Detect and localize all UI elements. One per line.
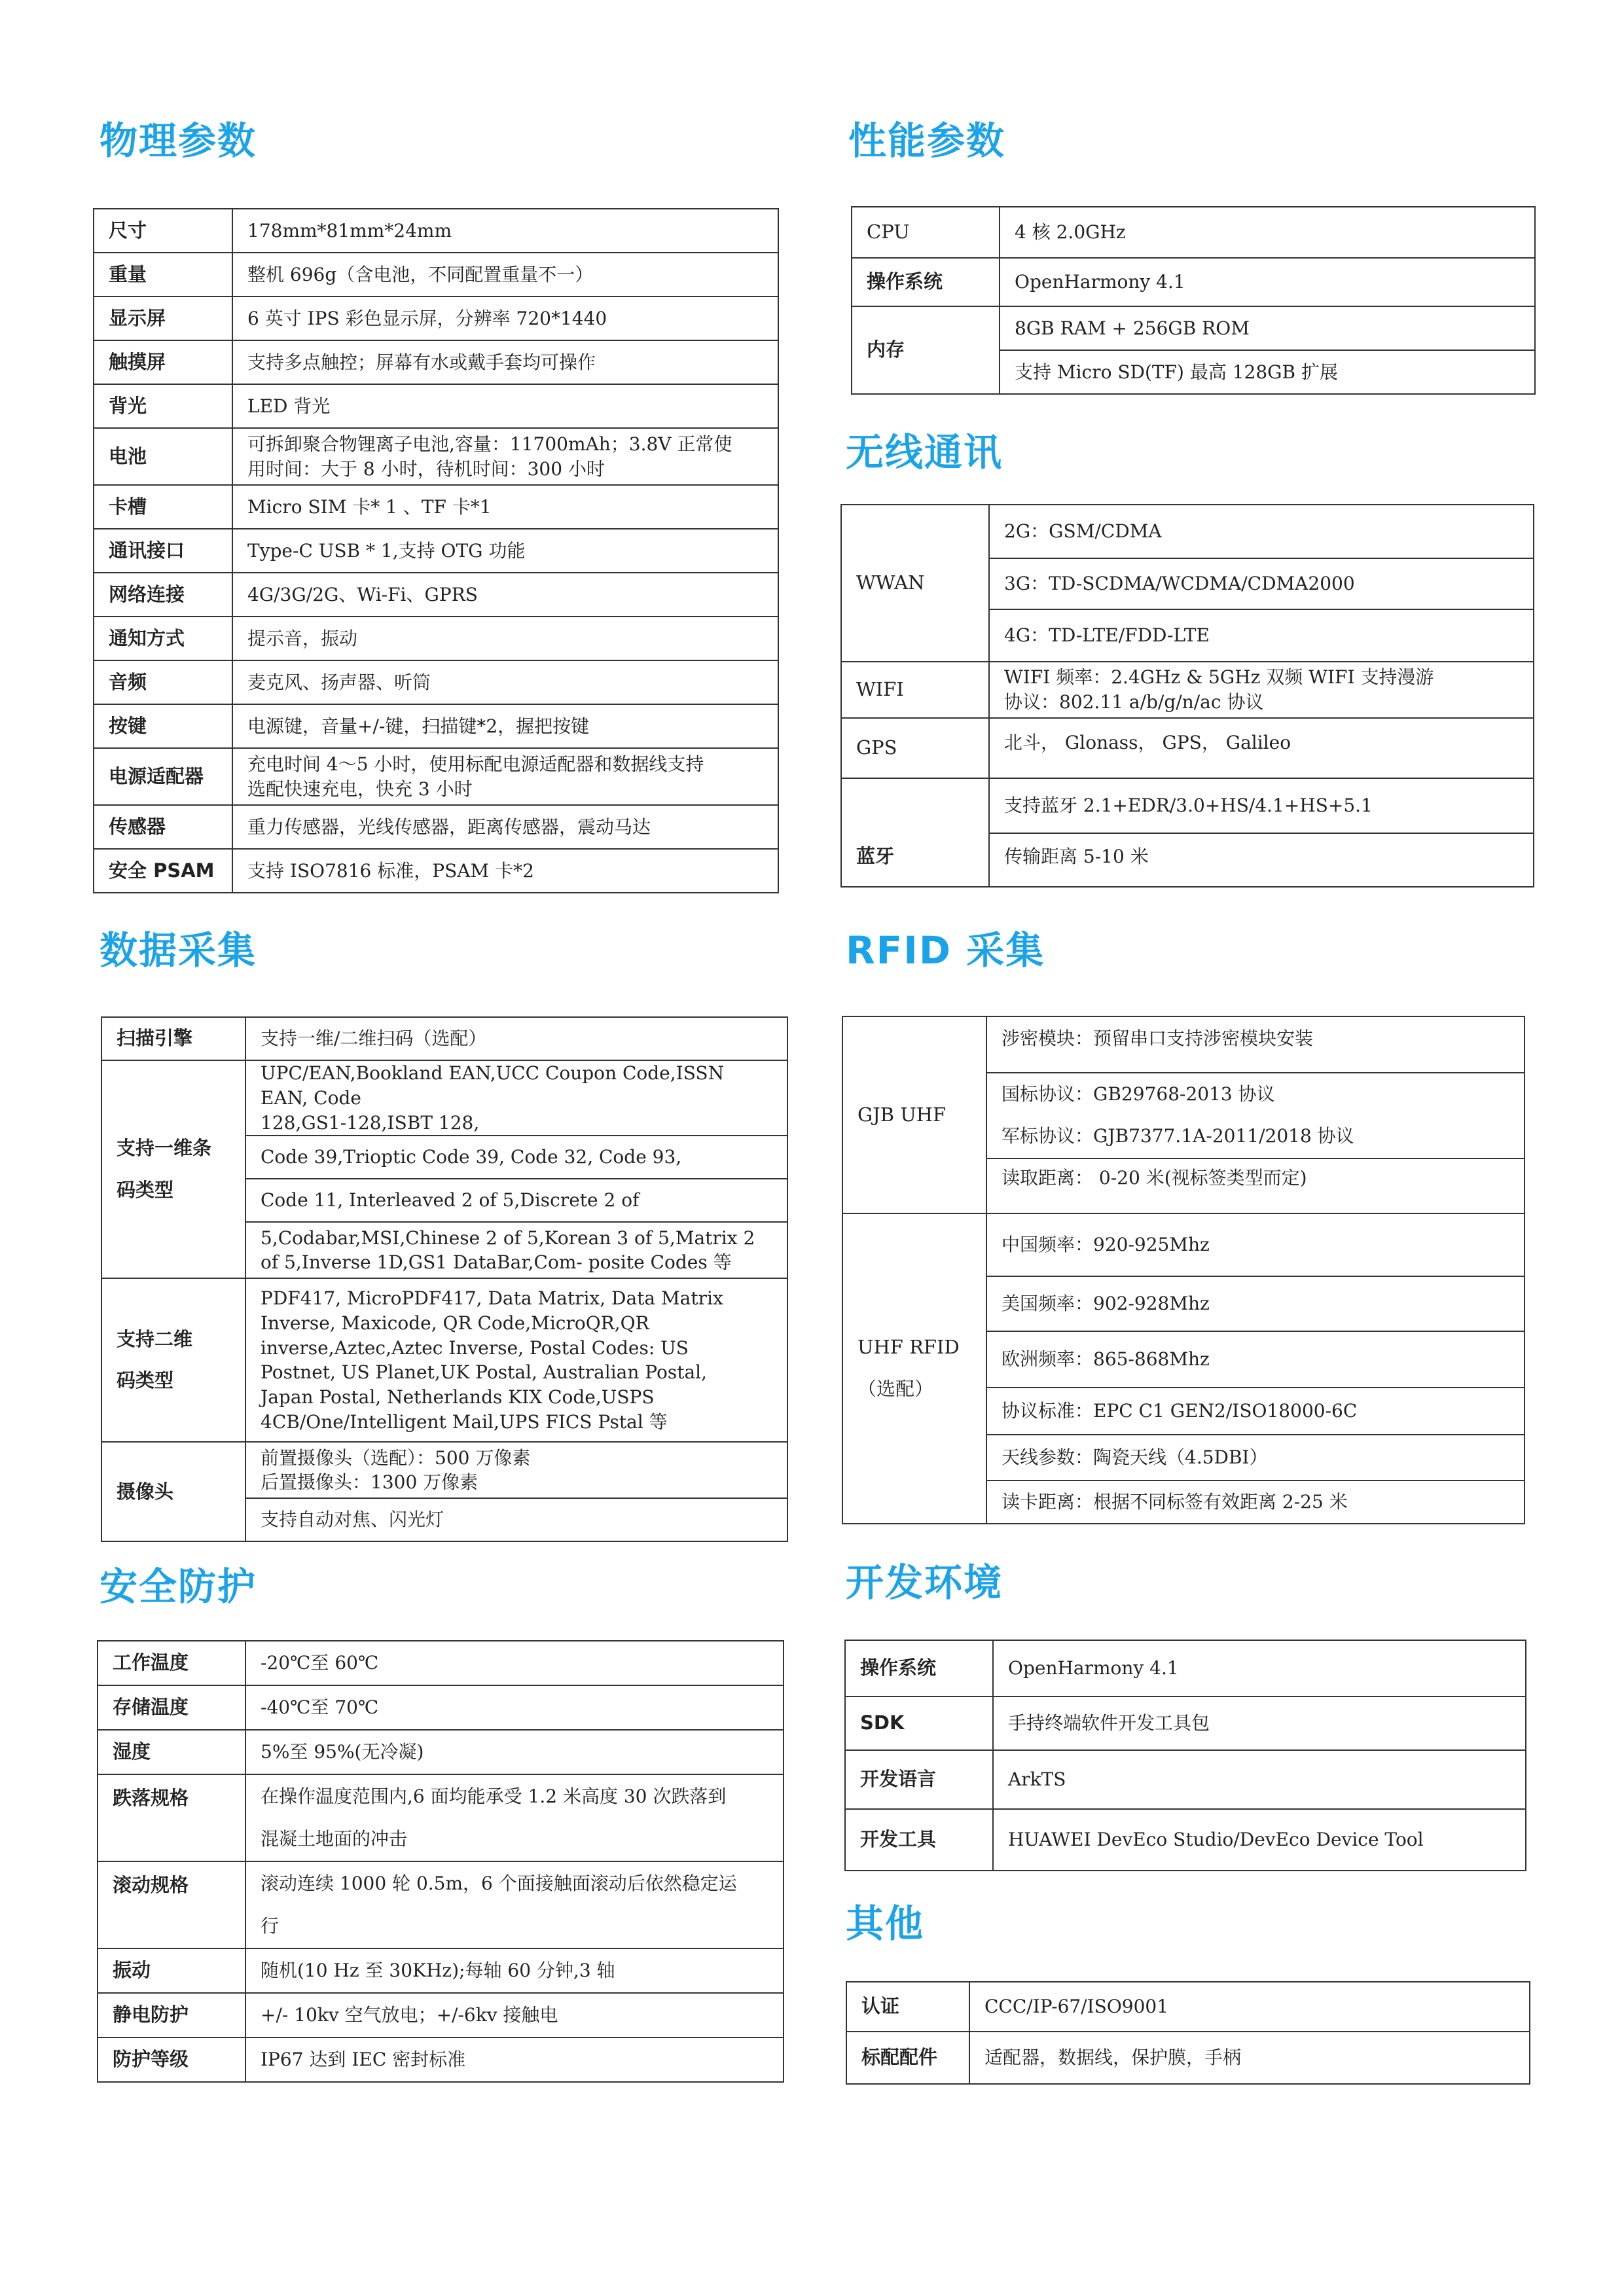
rfid-spec-table (842, 1016, 1525, 1524)
table-row (845, 1640, 1526, 1696)
spec-value: -20℃至 60℃ (245, 1641, 784, 1685)
spec-key: 存储温度 (98, 1685, 245, 1730)
spec-key: 标配配件 (846, 2032, 969, 2084)
spec-value (245, 1861, 784, 1948)
table-row (101, 1060, 787, 1136)
spec-key: 电源适配器 (94, 748, 232, 805)
spec-key: 安全 PSAM (94, 849, 232, 893)
spec-value: HUAWEI DevEco Studio/DevEco Device Tool (993, 1809, 1526, 1871)
spec-value: 3G：TD-SCDMA/WCDMA/CDMA2000 (989, 558, 1534, 609)
spec-value: 8GB RAM + 256GB ROM (1000, 306, 1535, 350)
spec-key: 音频 (94, 660, 232, 704)
spec-key: 内存 (852, 306, 1000, 394)
table-row (101, 1278, 787, 1442)
spec-value: CCC/IP-67/ISO9001 (969, 1982, 1530, 2032)
table-row (94, 340, 778, 384)
spec-value: 支持 Micro SD(TF) 最高 128GB 扩展 (1000, 350, 1535, 394)
table-row (845, 1696, 1526, 1750)
spec-key: 电池 (94, 428, 232, 485)
table-row (94, 748, 778, 805)
table-row (94, 485, 778, 529)
spec-value: 2G：GSM/CDMA (989, 505, 1534, 558)
spec-value: 涉密模块：预留串口支持涉密模块安装 (986, 1016, 1525, 1073)
spec-value: 美国频率：902-928Mhz (986, 1276, 1525, 1331)
spec-value: Code 39,Trioptic Code 39, Code 32, Code 93, (245, 1136, 787, 1179)
table-row (852, 306, 1535, 350)
spec-value-line: 128,GS1-128,ISBT 128, (261, 1111, 480, 1134)
spec-value: Code 11, Interleaved 2 of 5,Discrete 2 of (245, 1179, 787, 1222)
spec-value: 欧洲频率：865-868Mhz (986, 1331, 1525, 1388)
spec-value: 北斗， Glonass， GPS， Galileo (989, 718, 1534, 778)
spec-value-line: 充电时间 4～5 小时，使用标配电源适配器和数据线支持 (247, 753, 704, 775)
spec-value (232, 428, 778, 485)
table-row (98, 1685, 784, 1730)
spec-value: OpenHarmony 4.1 (1000, 258, 1535, 306)
table-row (94, 617, 778, 660)
table-row (98, 2037, 784, 2082)
spec-value: -40℃至 70℃ (245, 1685, 784, 1730)
spec-key: 通讯接口 (94, 529, 232, 573)
spec-value: 178mm*81mm*24mm (232, 209, 778, 253)
spec-value-line: 选配快速充电，快充 3 小时 (247, 778, 473, 800)
spec-value: 读取距离： 0-20 米(视标签类型而定) (986, 1158, 1525, 1213)
spec-value: Type-C USB * 1,支持 OTG 功能 (232, 529, 778, 573)
section-title-physical: 物理参数 (99, 118, 257, 163)
spec-key-line: 支持二维 (117, 1327, 193, 1350)
spec-key-line: 码类型 (117, 1178, 174, 1201)
spec-key: 滚动规格 (98, 1861, 245, 1948)
section-title-rfid: RFID 采集 (846, 928, 1045, 973)
spec-value-line: 行 (261, 1914, 280, 1937)
spec-key: 按键 (94, 704, 232, 748)
spec-key: 背光 (94, 384, 232, 428)
spec-value (245, 1060, 787, 1136)
spec-key: 通知方式 (94, 617, 232, 660)
spec-key-line: 支持一维条 (117, 1136, 212, 1159)
spec-value: 重力传感器，光线传感器，距离传感器，震动马达 (232, 805, 778, 849)
table-row (852, 258, 1535, 306)
spec-value: 4G/3G/2G、Wi-Fi、GPRS (232, 573, 778, 617)
spec-value: ArkTS (993, 1750, 1526, 1809)
table-row (842, 1016, 1525, 1073)
spec-value (245, 1774, 784, 1861)
spec-value-line: 4CB/One/Intelligent Mail,UPS FICS Pstal 等 (261, 1410, 668, 1433)
table-row (94, 573, 778, 617)
spec-value-line: 后置摄像头：1300 万像素 (261, 1471, 478, 1494)
section-title-other: 其他 (846, 1901, 925, 1946)
spec-value (245, 1222, 787, 1278)
wireless-spec-table (840, 504, 1534, 888)
safety-spec-table (97, 1640, 784, 2083)
spec-key: 扫描引擎 (101, 1017, 245, 1060)
table-row (841, 662, 1534, 718)
spec-value-line: WIFI 频率：2.4GHz & 5GHz 双频 WIFI 支持漫游 (1004, 666, 1434, 689)
table-row (101, 1442, 787, 1498)
spec-key: 触摸屏 (94, 340, 232, 384)
spec-key: 开发工具 (845, 1809, 993, 1871)
spec-key (842, 1213, 986, 1524)
spec-value-line: 用时间：大于 8 小时，待机时间：300 小时 (247, 457, 605, 480)
spec-key: 重量 (94, 253, 232, 296)
data-spec-table (101, 1016, 788, 1542)
spec-value: 支持 ISO7816 标准，PSAM 卡*2 (232, 849, 778, 893)
spec-value: 天线参数：陶瓷天线（4.5DBI） (986, 1435, 1525, 1480)
spec-key: 网络连接 (94, 573, 232, 617)
spec-value (245, 1278, 787, 1442)
dev-spec-table (844, 1640, 1526, 1871)
spec-key: GJB UHF (842, 1016, 986, 1213)
spec-key-line: UHF RFID (857, 1335, 960, 1358)
spec-value (245, 1442, 787, 1498)
spec-value: 手持终端软件开发工具包 (993, 1696, 1526, 1750)
table-row (98, 1861, 784, 1948)
spec-value: 支持多点触控；屏幕有水或戴手套均可操作 (232, 340, 778, 384)
table-row (846, 1982, 1530, 2032)
table-row (94, 704, 778, 748)
section-title-safety: 安全防护 (99, 1564, 257, 1609)
spec-value-line: Japan Postal, Netherlands KIX Code,USPS (261, 1386, 655, 1408)
section-title-performance: 性能参数 (848, 118, 1006, 163)
spec-value-line: 混凝土地面的冲击 (261, 1827, 408, 1850)
spec-value: 提示音，振动 (232, 617, 778, 660)
spec-key: WWAN (841, 505, 989, 662)
spec-key (101, 1278, 245, 1442)
spec-value-line: UPC/EAN,Bookland EAN,UCC Coupon Code,ISSN EAN, Code (261, 1062, 725, 1109)
table-row (94, 209, 778, 253)
spec-key: 防护等级 (98, 2037, 245, 2082)
spec-value: 整机 696g（含电池，不同配置重量不一） (232, 253, 778, 296)
spec-key: 摄像头 (101, 1442, 245, 1541)
table-row (94, 849, 778, 893)
spec-key: CPU (852, 207, 1000, 258)
spec-value-line: 滚动连续 1000 轮 0.5m，6 个面接触面滚动后依然稳定运 (261, 1873, 737, 1895)
table-row (94, 428, 778, 485)
table-row (98, 1993, 784, 2037)
spec-key: 蓝牙 (841, 778, 989, 887)
spec-key: 传感器 (94, 805, 232, 849)
spec-key: 操作系统 (852, 258, 1000, 306)
table-row (845, 1809, 1526, 1871)
spec-value-line: Inverse, Maxicode, QR Code,MicroQR,QR (261, 1312, 649, 1334)
spec-value: 读卡距离：根据不同标签有效距离 2-25 米 (986, 1480, 1525, 1524)
spec-value-line: 军标协议：GJB7377.1A-2011/2018 协议 (1001, 1125, 1354, 1147)
table-row (94, 253, 778, 296)
spec-value: 麦克风、扬声器、听筒 (232, 660, 778, 704)
spec-value (989, 662, 1534, 718)
spec-value: Micro SIM 卡* 1 、TF 卡*1 (232, 485, 778, 529)
table-row (842, 1213, 1525, 1276)
table-row (101, 1017, 787, 1060)
spec-key: WIFI (841, 662, 989, 718)
spec-value: 适配器，数据线，保护膜，手柄 (969, 2032, 1530, 2084)
spec-key: 开发语言 (845, 1750, 993, 1809)
spec-value: LED 背光 (232, 384, 778, 428)
spec-value: 电源键，音量+/-键，扫描键*2，握把按键 (232, 704, 778, 748)
spec-key: 卡槽 (94, 485, 232, 529)
spec-value-line: 国标协议：GB29768-2013 协议 (1001, 1083, 1275, 1105)
performance-spec-table (851, 206, 1536, 395)
table-row (846, 2032, 1530, 2084)
spec-value: 支持自动对焦、闪光灯 (245, 1498, 787, 1541)
spec-value: 5%至 95%(无冷凝) (245, 1730, 784, 1774)
spec-value: 支持一维/二维扫码（选配） (245, 1017, 787, 1060)
spec-value-line: 在操作温度范围内,6 面均能承受 1.2 米高度 30 次跌落到 (261, 1785, 727, 1808)
table-row (841, 778, 1534, 833)
physical-spec-table (93, 208, 779, 893)
spec-value: IP67 达到 IEC 密封标准 (245, 2037, 784, 2082)
table-row (94, 529, 778, 573)
spec-value-line: 5,Codabar,MSI,Chinese 2 of 5,Korean 3 of 5,Matrix 2 (261, 1227, 755, 1249)
spec-value-line: 前置摄像头（选配）：500 万像素 (261, 1446, 531, 1469)
spec-key: 静电防护 (98, 1993, 245, 2037)
table-row (98, 1948, 784, 1993)
spec-key: 尺寸 (94, 209, 232, 253)
table-row (841, 718, 1534, 778)
spec-value-line: 协议：802.11 a/b/g/n/ac 协议 (1004, 691, 1264, 713)
spec-value-line: of 5,Inverse 1D,GS1 DataBar,Com- posite Codes 等 (261, 1251, 732, 1274)
spec-value-line: inverse,Aztec,Aztec Inverse, Postal Codes: US (261, 1336, 689, 1359)
spec-value: 4G：TD-LTE/FDD-LTE (989, 609, 1534, 662)
spec-value: OpenHarmony 4.1 (993, 1640, 1526, 1696)
table-row (98, 1774, 784, 1861)
table-row (852, 207, 1535, 258)
table-row (94, 660, 778, 704)
section-title-wireless: 无线通讯 (846, 430, 1003, 475)
spec-key-line: （选配） (857, 1377, 934, 1400)
section-title-data: 数据采集 (99, 928, 257, 973)
spec-key: 跌落规格 (98, 1774, 245, 1861)
spec-key-line: 码类型 (117, 1369, 174, 1392)
spec-value-line: 可拆卸聚合物锂离子电池,容量：11700mAh；3.8V 正常使 (247, 433, 732, 455)
spec-value: +/- 10kv 空气放电；+/-6kv 接触电 (245, 1993, 784, 2037)
spec-key: 振动 (98, 1948, 245, 1993)
table-row (98, 1730, 784, 1774)
table-row (845, 1750, 1526, 1809)
table-row (94, 805, 778, 849)
spec-key: 湿度 (98, 1730, 245, 1774)
table-row (841, 505, 1534, 558)
spec-value-line: PDF417, MicroPDF417, Data Matrix, Data Matrix (261, 1287, 723, 1309)
spec-value: 协议标准：EPC C1 GEN2/ISO18000-6C (986, 1388, 1525, 1435)
other-spec-table (846, 1981, 1530, 2085)
spec-key: 工作温度 (98, 1641, 245, 1685)
spec-value: 中国频率：920-925Mhz (986, 1213, 1525, 1276)
spec-key: 认证 (846, 1982, 969, 2032)
table-row (94, 296, 778, 340)
spec-value (232, 748, 778, 805)
spec-key: GPS (841, 718, 989, 778)
spec-key: 显示屏 (94, 296, 232, 340)
spec-value: 4 核 2.0GHz (1000, 207, 1535, 258)
spec-value: 随机(10 Hz 至 30KHz);每轴 60 分钟,3 轴 (245, 1948, 784, 1993)
spec-key (101, 1060, 245, 1278)
spec-key: 操作系统 (845, 1640, 993, 1696)
table-row (94, 384, 778, 428)
spec-key: SDK (845, 1696, 993, 1750)
spec-value-line: Postnet, US Planet,UK Postal, Australian Postal, (261, 1361, 708, 1384)
spec-value: 传输距离 5-10 米 (989, 833, 1534, 887)
spec-value: 支持蓝牙 2.1+EDR/3.0+HS/4.1+HS+5.1 (989, 778, 1534, 833)
spec-value: 6 英寸 IPS 彩色显示屏，分辨率 720*1440 (232, 296, 778, 340)
table-row (98, 1641, 784, 1685)
spec-value (986, 1073, 1525, 1158)
section-title-dev: 开发环境 (846, 1560, 1003, 1605)
